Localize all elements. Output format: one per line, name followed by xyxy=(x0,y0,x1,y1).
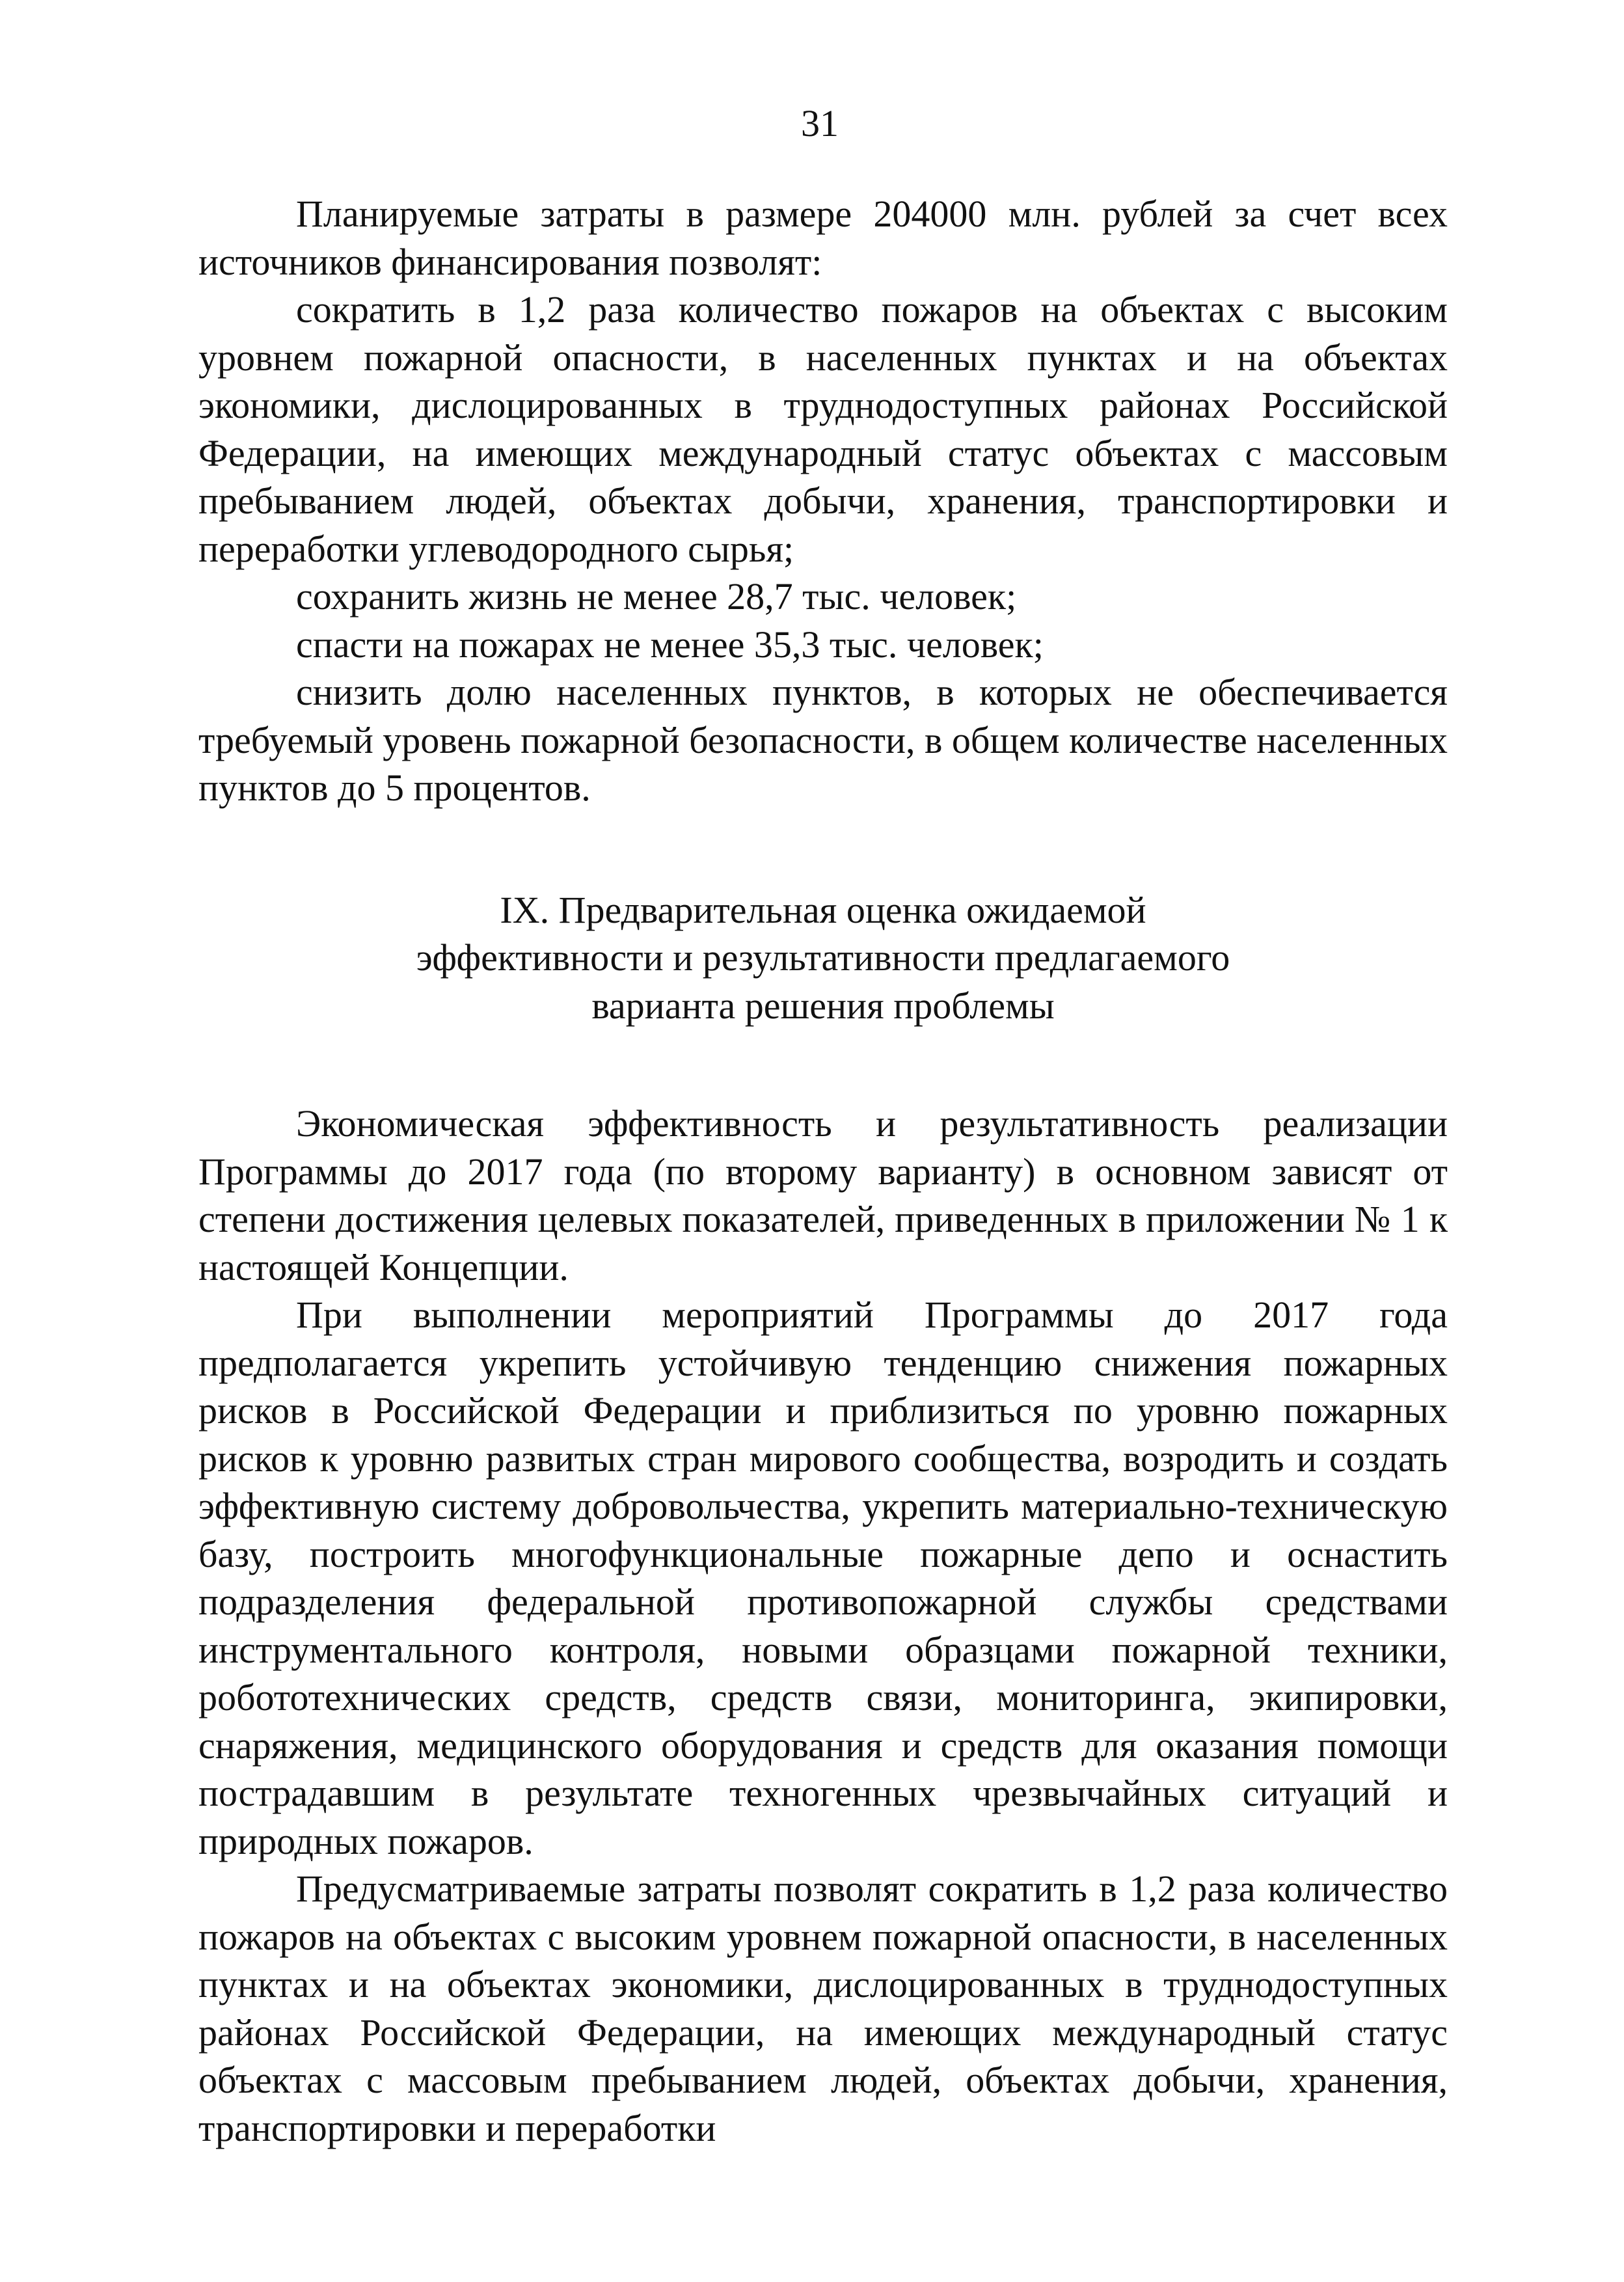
paragraph-save-lives: сохранить жизнь не менее 28,7 тыс. человек; xyxy=(296,575,1017,618)
paragraph-rescue-people: спасти на пожарах не менее 35,3 тыс. человек; xyxy=(296,623,1044,666)
paragraph-economic-efficiency: Экономическая эффективность и результативность реализации Программы до 2017 года (по второму варианту) в основном зависят от степени достижения целевых показателей, приведенных в приложении № 1 к настоящей Концепции. xyxy=(198,1102,1448,1288)
document-body xyxy=(198,190,1448,2152)
page-number: 31 xyxy=(801,102,839,144)
paragraph-planned-costs: Планируемые затраты в размере 204000 млн. рублей за счет всех источников финансирования позволят: xyxy=(198,193,1448,283)
section-heading-line-3: варианта решения проблемы xyxy=(591,984,1055,1027)
paragraph-reduce-fires: сократить в 1,2 раза количество пожаров на объектах с высоким уровнем пожарной опасности, в населенных пунктах и на объектах экономики, дислоцированных в труднодоступных районах Российской Федерации, на имеющих международный статус объектах с массовым пребыванием людей, объектах добычи, хранения, транспортировки и переработки углеводородного сырья; xyxy=(198,288,1448,570)
paragraph-program-measures: При выполнении мероприятий Программы до 2017 года предполагается укрепить устойчивую тенденцию снижения пожарных рисков в Российской Федерации и приблизиться по уровню пожарных рисков к уровню развитых стран мирового сообщества, возродить и создать эффективную систему добровольчества, укрепить материально-техническую базу, построить многофункциональные пожарные депо и оснастить подразделения федеральной противопожарной службы средствами инструментального контроля, новыми образцами пожарной техники, робототехнических средств, средств связи, мониторинга, экипировки, снаряжения, медицинского оборудования и средств для оказания помощи пострадавшим в результате техногенных чрезвычайных ситуаций и природных пожаров. xyxy=(198,1294,1448,1862)
section-heading-line-1: IX. Предварительная оценка ожидаемой xyxy=(500,888,1146,931)
section-heading xyxy=(198,886,1448,1030)
section-heading-line-2: эффективности и результативности предлагаемого xyxy=(416,936,1230,979)
paragraph-planned-reduction: Предусматриваемые затраты позволят сократить в 1,2 раза количество пожаров на объектах с высоким уровнем пожарной опасности, в населенных пунктах и на объектах экономики, дислоцированных в труднодоступных районах Российской Федерации, на имеющих международный статус объектах с массовым пребыванием людей, объектах добычи, хранения, транспортировки и переработки xyxy=(198,1868,1448,2149)
paragraph-reduce-share: снизить долю населенных пунктов, в которых не обеспечивается требуемый уровень пожарной безопасности, в общем количестве населенных пунктов до 5 процентов. xyxy=(198,671,1448,809)
